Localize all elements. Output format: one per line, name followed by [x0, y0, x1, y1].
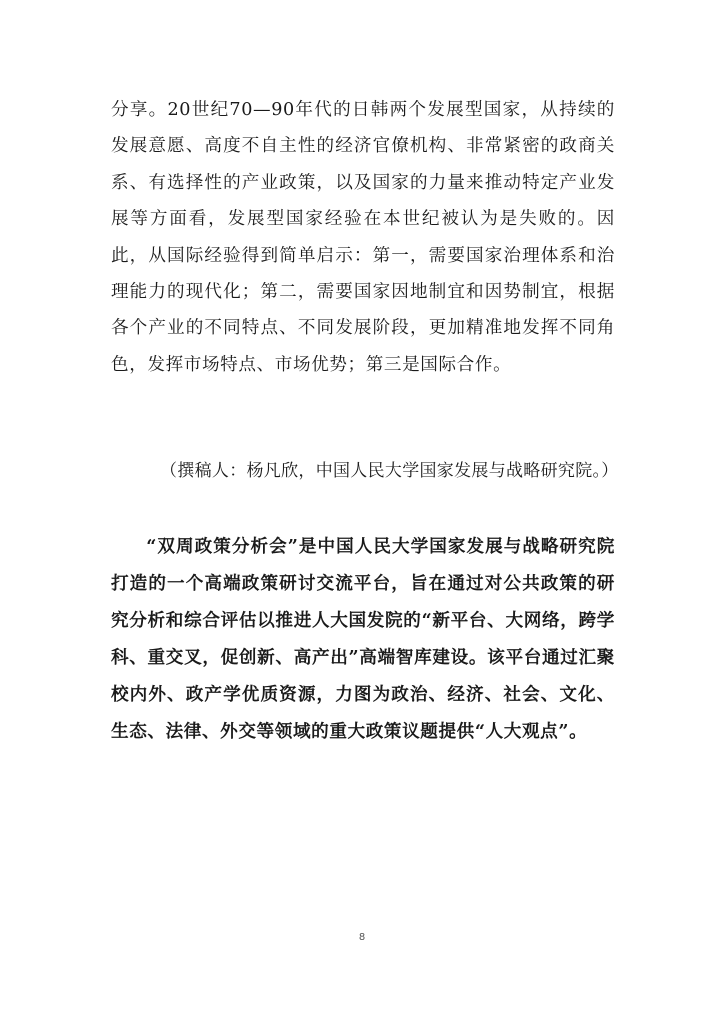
body-paragraph: 分享。20世纪70—90年代的日韩两个发展型国家，从持续的发展意愿、高度不自主性的经济官僚机构、非常紧密的政商关系、有选择性的产业政策，以及国家的力量来推动特定产业发展等方面看，发展型国家经验在本世纪被认为是失败的。因此，从国际经验得到简单启示：第一，需要国家治理体系和治理能力的现代化；第二，需要国家因地制宜和因势制宜，根据各个产业的不同特点、不同发展阶段，更加精准地发挥不同角色，发挥市场特点、市场优势；第三是国际合作。: [111, 100, 615, 375]
page-number: 8: [358, 932, 366, 943]
about-platform-paragraph: “双周政策分析会”是中国人民大学国家发展与战略研究院打造的一个高端政策研讨交流平台，旨在通过对公共政策的研究分析和综合评估以推进人大国发院的“新平台、大网络，跨学科、重交叉，促创新、高产出”高端智库建设。该平台通过汇聚校内外、政产学优质资源，力图为政治、经济、社会、文化、生态、法律、外交等领域的重大政策议题提供“人大观点”。: [111, 536, 615, 742]
author-credit: （撰稿人：杨凡欣，中国人民大学国家发展与战略研究院。）: [160, 461, 619, 481]
